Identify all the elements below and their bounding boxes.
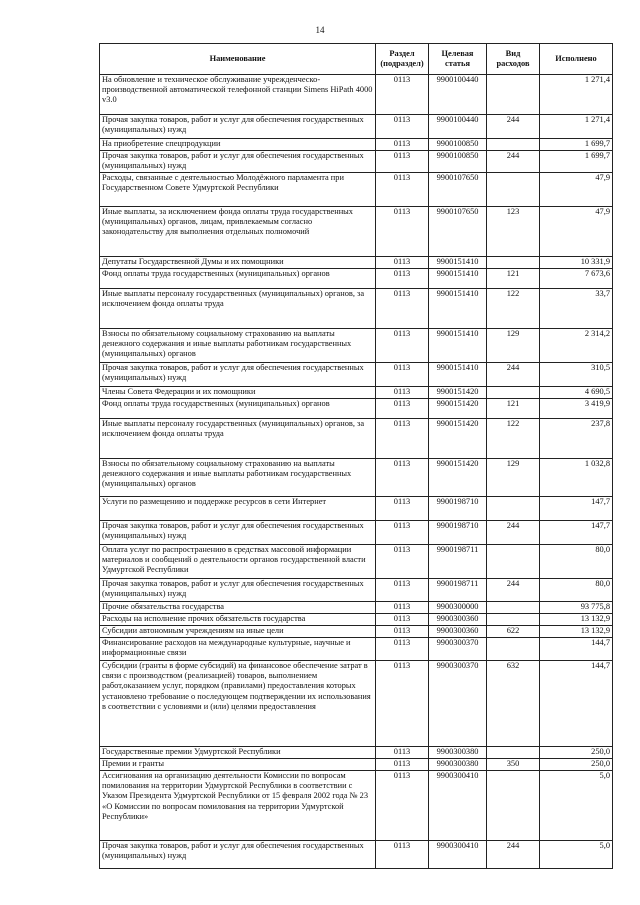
row-name: Иные выплаты персоналу государственных (муниципальных) органов, за исключением фонда оплаты труда (100, 289, 376, 329)
row-target: 9900300380 (429, 747, 487, 759)
row-done: 80,0 (540, 579, 613, 602)
table-row (100, 399, 613, 419)
row-target: 9900151410 (429, 329, 487, 363)
row-done: 1 271,4 (540, 75, 613, 115)
row-section: 0113 (376, 257, 429, 269)
header-section: Раздел (подраздел) (376, 44, 429, 75)
row-done: 93 775,8 (540, 602, 613, 614)
table-row (100, 207, 613, 257)
row-name: Финансирование расходов на международные культурные, научные и информационные связи (100, 638, 376, 661)
row-name: Взносы по обязательному социальному страхованию на выплаты денежного содержания и иные выплаты работникам государственных (муниципальных) органов (100, 459, 376, 497)
row-name: Прочая закупка товаров, работ и услуг для обеспечения государственных (муниципальных) нужд (100, 363, 376, 387)
table-row (100, 387, 613, 399)
row-name: Фонд оплаты труда государственных (муниципальных) органов (100, 399, 376, 419)
row-kind: 121 (487, 399, 540, 419)
row-target: 9900151410 (429, 257, 487, 269)
table-row (100, 329, 613, 363)
table-row (100, 269, 613, 289)
row-section: 0113 (376, 759, 429, 771)
row-target: 9900107650 (429, 173, 487, 207)
row-kind: 122 (487, 289, 540, 329)
row-kind: 129 (487, 329, 540, 363)
row-target: 9900198710 (429, 497, 487, 521)
row-target: 9900151410 (429, 269, 487, 289)
table-row (100, 497, 613, 521)
row-target: 9900300370 (429, 661, 487, 747)
row-target: 9900198711 (429, 579, 487, 602)
row-done: 80,0 (540, 545, 613, 579)
row-section: 0113 (376, 75, 429, 115)
row-target: 9900300370 (429, 638, 487, 661)
row-section: 0113 (376, 419, 429, 459)
table-row (100, 459, 613, 497)
row-target: 9900151410 (429, 363, 487, 387)
table-row (100, 602, 613, 614)
row-target: 9900300410 (429, 771, 487, 841)
row-section: 0113 (376, 497, 429, 521)
row-name: Расходы, связанные с деятельностью Молодёжного парламента при Государственном Совете Удмуртской Республики (100, 173, 376, 207)
row-section: 0113 (376, 614, 429, 626)
header-done: Исполнено (540, 44, 613, 75)
row-name: Члены Совета Федерации и их помощники (100, 387, 376, 399)
row-done: 13 132,9 (540, 614, 613, 626)
row-target: 9900300410 (429, 841, 487, 869)
row-name: На обновление и техническое обслуживание учрежденческо-производственной автоматической телефонной станции Simens HiPath 4000 v3.0 (100, 75, 376, 115)
row-section: 0113 (376, 841, 429, 869)
row-done: 5,0 (540, 771, 613, 841)
row-kind (487, 173, 540, 207)
row-name: Оплата услуг по распространению в средствах массовой информации материалов и сообщений о деятельности органов государственной власти Удмуртской Республики (100, 545, 376, 579)
row-done: 250,0 (540, 759, 613, 771)
row-section: 0113 (376, 289, 429, 329)
row-kind: 244 (487, 115, 540, 139)
row-target: 9900151420 (429, 399, 487, 419)
row-name: Прочая закупка товаров, работ и услуг для обеспечения государственных (муниципальных) нужд (100, 521, 376, 545)
row-name: Фонд оплаты труда государственных (муниципальных) органов (100, 269, 376, 289)
row-section: 0113 (376, 115, 429, 139)
row-section: 0113 (376, 521, 429, 545)
row-target: 9900198710 (429, 521, 487, 545)
row-name: Прочие обязательства государства (100, 602, 376, 614)
budget-execution-table (99, 43, 613, 869)
row-name: На приобретение спецпродукции (100, 139, 376, 151)
row-section: 0113 (376, 387, 429, 399)
row-name: Прочая закупка товаров, работ и услуг для обеспечения государственных (муниципальных) нужд (100, 151, 376, 173)
row-section: 0113 (376, 173, 429, 207)
row-target: 9900300380 (429, 759, 487, 771)
table-row (100, 115, 613, 139)
row-kind (487, 614, 540, 626)
row-done: 33,7 (540, 289, 613, 329)
row-kind: 350 (487, 759, 540, 771)
row-done: 147,7 (540, 521, 613, 545)
row-section: 0113 (376, 602, 429, 614)
row-target: 9900300360 (429, 614, 487, 626)
table-row (100, 363, 613, 387)
row-target: 9900107650 (429, 207, 487, 257)
row-done: 250,0 (540, 747, 613, 759)
row-name: Ассигнования на организацию деятельности Комиссии по вопросам помилования на территории Удмуртской Республики в соответствии с Указом Президента Удмуртской Республики от 15 февраля 2002 года № 23 «О Комиссии по вопросам помилования на территории Удмуртской Республики» (100, 771, 376, 841)
row-target: 9900151410 (429, 289, 487, 329)
row-target: 9900198711 (429, 545, 487, 579)
row-done: 144,7 (540, 661, 613, 747)
row-section: 0113 (376, 329, 429, 363)
row-done: 10 331,9 (540, 257, 613, 269)
row-done: 1 032,8 (540, 459, 613, 497)
table-row (100, 75, 613, 115)
row-name: Субсидии автономным учреждениям на иные цели (100, 626, 376, 638)
row-done: 7 673,6 (540, 269, 613, 289)
row-done: 1 699,7 (540, 151, 613, 173)
row-kind: 244 (487, 151, 540, 173)
row-section: 0113 (376, 579, 429, 602)
row-name: Прочая закупка товаров, работ и услуг для обеспечения государственных (муниципальных) нужд (100, 579, 376, 602)
table-row (100, 579, 613, 602)
row-kind: 632 (487, 661, 540, 747)
row-kind (487, 602, 540, 614)
header-name: Наименование (100, 44, 376, 75)
row-section: 0113 (376, 747, 429, 759)
row-kind (487, 747, 540, 759)
row-done: 47,9 (540, 173, 613, 207)
row-done: 310,5 (540, 363, 613, 387)
table-row (100, 545, 613, 579)
row-name: Премии и гранты (100, 759, 376, 771)
table-row (100, 257, 613, 269)
row-section: 0113 (376, 363, 429, 387)
row-done: 4 690,5 (540, 387, 613, 399)
row-done: 1 271,4 (540, 115, 613, 139)
table-row (100, 521, 613, 545)
row-kind: 123 (487, 207, 540, 257)
table-row (100, 289, 613, 329)
row-section: 0113 (376, 459, 429, 497)
row-name: Иные выплаты персоналу государственных (муниципальных) органов, за исключением фонда оплаты труда (100, 419, 376, 459)
row-section: 0113 (376, 151, 429, 173)
row-target: 9900100440 (429, 75, 487, 115)
table-row (100, 614, 613, 626)
row-name: Государственные премии Удмуртской Республики (100, 747, 376, 759)
row-done: 2 314,2 (540, 329, 613, 363)
row-target: 9900151420 (429, 387, 487, 399)
row-section: 0113 (376, 399, 429, 419)
row-target: 9900100850 (429, 151, 487, 173)
row-kind: 622 (487, 626, 540, 638)
row-kind (487, 75, 540, 115)
row-done: 3 419,9 (540, 399, 613, 419)
row-done: 144,7 (540, 638, 613, 661)
row-kind: 122 (487, 419, 540, 459)
row-name: Услуги по размещению и поддержке ресурсов в сети Интернет (100, 497, 376, 521)
row-target: 9900300360 (429, 626, 487, 638)
row-target: 9900100440 (429, 115, 487, 139)
row-kind: 244 (487, 363, 540, 387)
row-kind (487, 139, 540, 151)
row-kind: 121 (487, 269, 540, 289)
row-kind (487, 387, 540, 399)
table-row (100, 771, 613, 841)
row-section: 0113 (376, 638, 429, 661)
header-kind: Вид расходов (487, 44, 540, 75)
page-number: 14 (315, 25, 325, 35)
row-name: Взносы по обязательному социальному страхованию на выплаты денежного содержания и иные выплаты работникам государственных (муниципальных) органов (100, 329, 376, 363)
row-kind: 129 (487, 459, 540, 497)
row-kind: 244 (487, 521, 540, 545)
table-row (100, 638, 613, 661)
row-section: 0113 (376, 661, 429, 747)
row-target: 9900300000 (429, 602, 487, 614)
row-name: Прочая закупка товаров, работ и услуг для обеспечения государственных (муниципальных) нужд (100, 115, 376, 139)
row-done: 1 699,7 (540, 139, 613, 151)
table-row (100, 759, 613, 771)
row-kind: 244 (487, 579, 540, 602)
row-kind (487, 257, 540, 269)
row-section: 0113 (376, 545, 429, 579)
row-section: 0113 (376, 139, 429, 151)
row-done: 237,8 (540, 419, 613, 459)
row-kind (487, 545, 540, 579)
row-kind: 244 (487, 841, 540, 869)
row-target: 9900151420 (429, 459, 487, 497)
row-name: Субсидии (гранты в форме субсидий) на финансовое обеспечение затрат в связи с производством (реализацией) товаров, выполнением работ,оказанием услуг, порядком (правилами) предоставления которых установлено требование о последующем подтверждении их использования в соответствии с условиями и (или) целями предоставления (100, 661, 376, 747)
table-row (100, 626, 613, 638)
row-done: 47,9 (540, 207, 613, 257)
row-section: 0113 (376, 626, 429, 638)
row-name: Расходы на исполнение прочих обязательств государства (100, 614, 376, 626)
row-target: 9900100850 (429, 139, 487, 151)
row-done: 13 132,9 (540, 626, 613, 638)
row-kind (487, 497, 540, 521)
row-name: Депутаты Государственной Думы и их помощники (100, 257, 376, 269)
row-section: 0113 (376, 771, 429, 841)
table-row (100, 139, 613, 151)
row-section: 0113 (376, 207, 429, 257)
header-target: Целевая статья (429, 44, 487, 75)
row-done: 5,0 (540, 841, 613, 869)
table-row (100, 151, 613, 173)
row-name: Прочая закупка товаров, работ и услуг для обеспечения государственных (муниципальных) нужд (100, 841, 376, 869)
table-row (100, 747, 613, 759)
table-row (100, 419, 613, 459)
row-section: 0113 (376, 269, 429, 289)
table-row (100, 841, 613, 869)
row-kind (487, 771, 540, 841)
row-name: Иные выплаты, за исключением фонда оплаты труда государственных (муниципальных) органов, лицам, привлекаемым согласно законодательству для выполнения отдельных полномочий (100, 207, 376, 257)
row-target: 9900151420 (429, 419, 487, 459)
table-header-row (100, 44, 613, 75)
table-row (100, 661, 613, 747)
table-row (100, 173, 613, 207)
row-kind (487, 638, 540, 661)
row-done: 147,7 (540, 497, 613, 521)
